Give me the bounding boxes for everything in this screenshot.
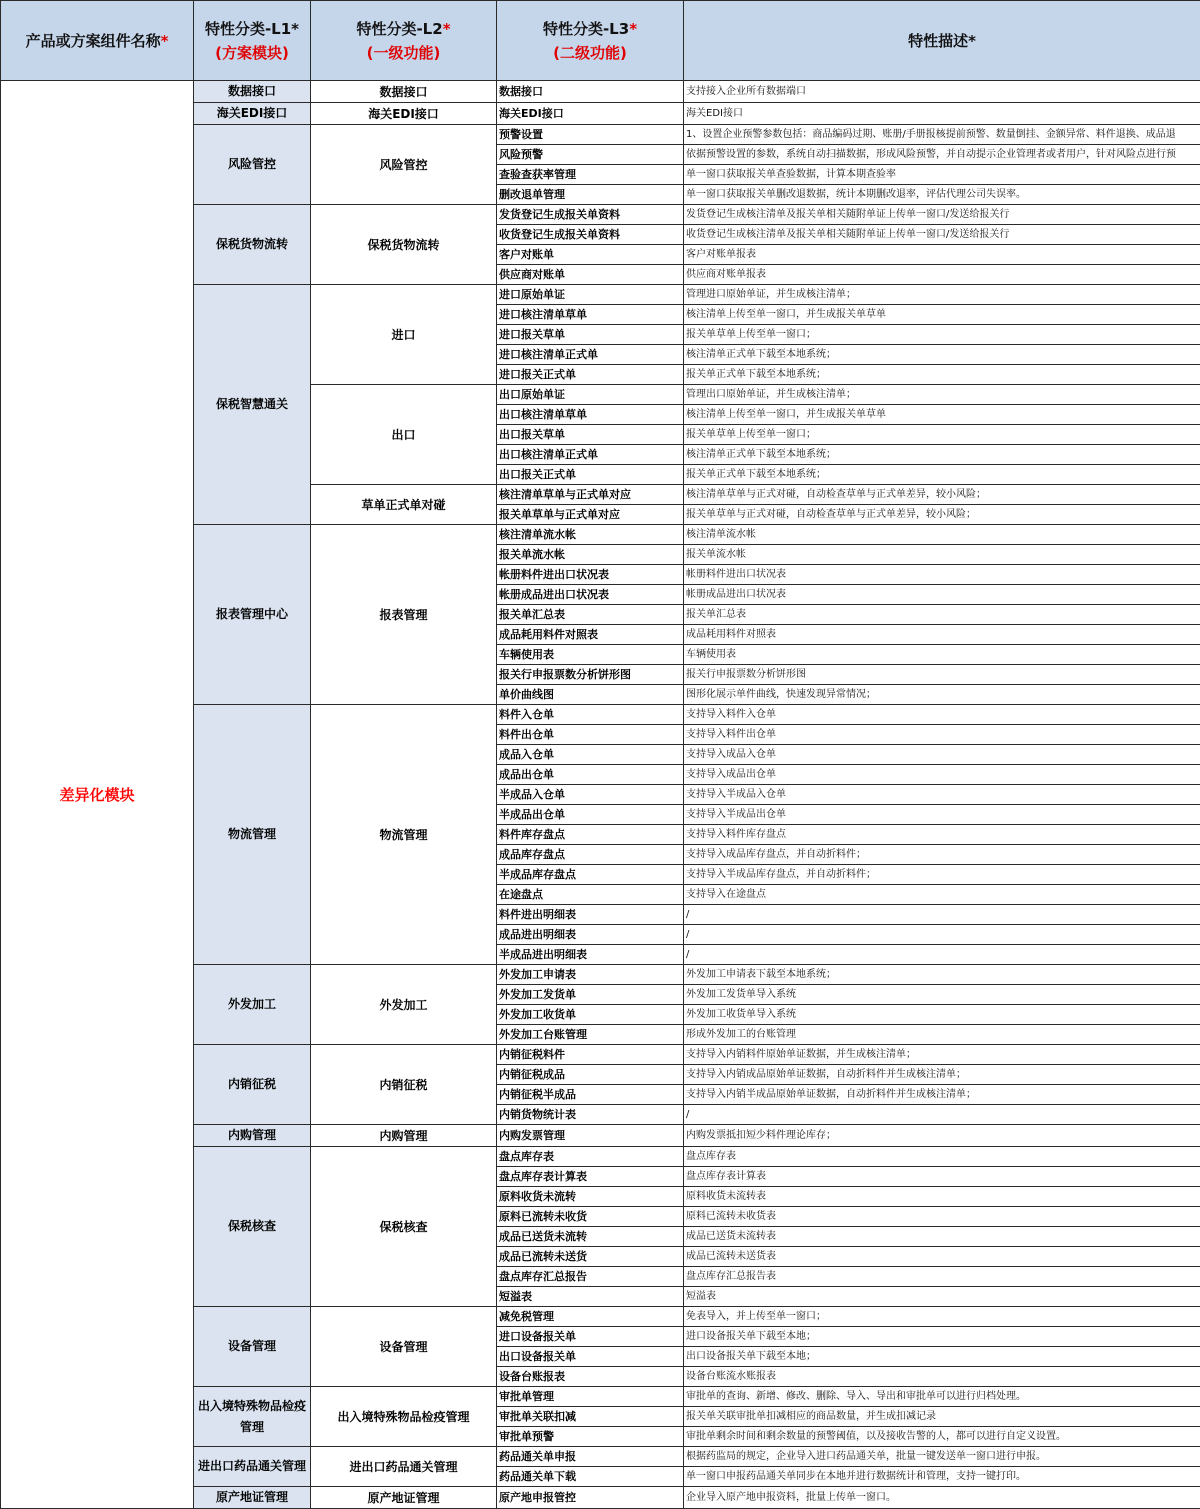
l3-cell: 收货登记生成报关单资料 (497, 225, 684, 245)
l3-cell: 审批单关联扣减 (497, 1407, 684, 1427)
l3-cell: 原料收货未流转 (497, 1187, 684, 1207)
l3-cell: 进口报关草单 (497, 325, 684, 345)
l3-cell: 核注清单草单与正式单对应 (497, 485, 684, 505)
description-cell: 形成外发加工的台账管理 (684, 1025, 1200, 1045)
description-cell: 核注清单流水帐 (684, 525, 1200, 545)
description-cell: 帐册料件进出口状况表 (684, 565, 1200, 585)
description-cell: 短溢表 (684, 1287, 1200, 1307)
header-product: 产品或方案组件名称* (1, 1, 194, 81)
header-description: 特性描述* (684, 1, 1200, 81)
table-row (1, 81, 1200, 103)
l1-cell: 外发加工 (194, 965, 311, 1045)
description-cell: 支持导入料件出仓单 (684, 725, 1200, 745)
l3-cell: 盘点库存表 (497, 1147, 684, 1167)
l1-cell: 内购管理 (194, 1125, 311, 1147)
l3-cell: 外发加工收货单 (497, 1005, 684, 1025)
l3-cell: 内销征税料件 (497, 1045, 684, 1065)
description-cell: 图形化展示单件曲线，快速发现异常情况； (684, 685, 1200, 705)
description-cell: 发货登记生成核注清单及报关单相关随附单证上传单一窗口/发送给报关行 (684, 205, 1200, 225)
description-cell: 依据预警设置的参数，系统自动扫描数据，形成风险预警，并自动提示企业管理者或者用户，针对风险点进行预 (684, 145, 1200, 165)
description-cell: 支持导入内销料件原始单证数据，并生成核注清单； (684, 1045, 1200, 1065)
header-l1: 特性分类-L1* (方案模块) (194, 1, 311, 81)
l3-cell: 风险预警 (497, 145, 684, 165)
l3-cell: 料件进出明细表 (497, 905, 684, 925)
description-cell: 企业导入原产地申报资料，批量上传单一窗口。 (684, 1487, 1200, 1509)
l3-cell: 出口报关草单 (497, 425, 684, 445)
l1-cell: 数据接口 (194, 81, 311, 103)
description-cell: 支持导入成品出仓单 (684, 765, 1200, 785)
l3-cell: 半成品库存盘点 (497, 865, 684, 885)
description-cell: 客户对账单报表 (684, 245, 1200, 265)
l2-cell: 物流管理 (311, 705, 497, 965)
l3-cell: 药品通关单下载 (497, 1467, 684, 1487)
l2-cell: 保税货物流转 (311, 205, 497, 285)
l3-cell: 单价曲线图 (497, 685, 684, 705)
l3-cell: 客户对账单 (497, 245, 684, 265)
description-cell: 报关单草单与正式对碰，自动检查草单与正式单差异，较小风险； (684, 505, 1200, 525)
description-cell: 外发加工收货单导入系统 (684, 1005, 1200, 1025)
l1-cell: 内销征税 (194, 1045, 311, 1125)
description-cell: 报关单草单上传至单一窗口； (684, 425, 1200, 445)
l3-cell: 出口设备报关单 (497, 1347, 684, 1367)
l3-cell: 原料已流转未收货 (497, 1207, 684, 1227)
description-cell: 原料收货未流转表 (684, 1187, 1200, 1207)
l3-cell: 进口核注清单正式单 (497, 345, 684, 365)
l3-cell: 内销货物统计表 (497, 1105, 684, 1125)
description-cell: 支持导入在途盘点 (684, 885, 1200, 905)
l2-cell: 内销征税 (311, 1045, 497, 1125)
l3-cell: 内购发票管理 (497, 1125, 684, 1147)
description-cell: 供应商对账单报表 (684, 265, 1200, 285)
description-cell: 成品耗用料件对照表 (684, 625, 1200, 645)
l3-cell: 料件出仓单 (497, 725, 684, 745)
l1-cell: 海关EDI接口 (194, 103, 311, 125)
description-cell: 成品已流转未送货表 (684, 1247, 1200, 1267)
description-cell: 出口设备报关单下载至本地； (684, 1347, 1200, 1367)
description-cell: 支持导入半成品入仓单 (684, 785, 1200, 805)
description-cell: 支持导入内销半成品原始单证数据，自动折料件并生成核注清单； (684, 1085, 1200, 1105)
l3-cell: 审批单预警 (497, 1427, 684, 1447)
description-cell: 报关单草单上传至单一窗口； (684, 325, 1200, 345)
l3-cell: 料件库存盘点 (497, 825, 684, 845)
l1-cell: 风险管控 (194, 125, 311, 205)
description-cell: 根据药监局的规定，企业导入进口药品通关单，批量一键发送单一窗口进行申报。 (684, 1447, 1200, 1467)
description-cell: 报关单汇总表 (684, 605, 1200, 625)
l3-cell: 车辆使用表 (497, 645, 684, 665)
l3-cell: 进口核注清单草单 (497, 305, 684, 325)
description-cell: 盘点库存汇总报告表 (684, 1267, 1200, 1287)
l2-cell: 原产地证管理 (311, 1487, 497, 1509)
l3-cell: 审批单管理 (497, 1387, 684, 1407)
description-cell: 外发加工发货单导入系统 (684, 985, 1200, 1005)
description-cell: 审批单的查询、新增、修改、删除、导入、导出和审批单可以进行归档处理。 (684, 1387, 1200, 1407)
l3-cell: 出口报关正式单 (497, 465, 684, 485)
l1-cell: 设备管理 (194, 1307, 311, 1387)
description-cell: 1、设置企业预警参数包括：商品编码过期、账册/手册报核提前预警、数量倒挂、金额异常、料件退换、成品退 (684, 125, 1200, 145)
l1-cell: 进出口药品通关管理 (194, 1447, 311, 1487)
description-cell: 核注清单上传至单一窗口，并生成报关单草单 (684, 405, 1200, 425)
l3-cell: 盘点库存汇总报告 (497, 1267, 684, 1287)
description-cell: 核注清单上传至单一窗口，并生成报关单草单 (684, 305, 1200, 325)
l2-cell: 数据接口 (311, 81, 497, 103)
l2-cell: 出入境特殊物品检疫管理 (311, 1387, 497, 1447)
l3-cell: 内销征税成品 (497, 1065, 684, 1085)
l3-cell: 减免税管理 (497, 1307, 684, 1327)
l1-cell: 出入境特殊物品检疫管理 (194, 1387, 311, 1447)
l2-cell: 内购管理 (311, 1125, 497, 1147)
description-cell: 单一窗口获取报关单查验数据，计算本期查验率 (684, 165, 1200, 185)
l2-cell: 进出口药品通关管理 (311, 1447, 497, 1487)
l3-cell: 外发加工申请表 (497, 965, 684, 985)
l1-cell: 保税核查 (194, 1147, 311, 1307)
l2-cell: 海关EDI接口 (311, 103, 497, 125)
description-cell: 核注清单正式单下载至本地系统； (684, 345, 1200, 365)
l3-cell: 设备台账报表 (497, 1367, 684, 1387)
l1-cell: 保税货物流转 (194, 205, 311, 285)
description-cell: 审批单剩余时间和剩余数量的预警阈值，以及接收告警的人，都可以进行自定义设置。 (684, 1427, 1200, 1447)
description-cell: 报关行申报票数分析饼形图 (684, 665, 1200, 685)
l3-cell: 外发加工发货单 (497, 985, 684, 1005)
l3-cell: 成品耗用料件对照表 (497, 625, 684, 645)
description-cell: 内购发票抵扣短少料件理论库存； (684, 1125, 1200, 1147)
description-cell: 支持接入企业所有数据端口 (684, 81, 1200, 103)
l2-cell: 设备管理 (311, 1307, 497, 1387)
l3-cell: 出口核注清单正式单 (497, 445, 684, 465)
l1-cell: 原产地证管理 (194, 1487, 311, 1509)
l3-cell: 进口设备报关单 (497, 1327, 684, 1347)
description-cell: 管理出口原始单证，并生成核注清单； (684, 385, 1200, 405)
l3-cell: 报关单汇总表 (497, 605, 684, 625)
l3-cell: 内销征税半成品 (497, 1085, 684, 1105)
l2-cell: 进口 (311, 285, 497, 385)
l3-cell: 成品库存盘点 (497, 845, 684, 865)
product-name-cell: 差异化模块 (1, 81, 194, 1509)
l3-cell: 数据接口 (497, 81, 684, 103)
description-cell: 报关单正式单下载至本地系统； (684, 365, 1200, 385)
l3-cell: 发货登记生成报关单资料 (497, 205, 684, 225)
description-cell: 报关单关联审批单扣减相应的商品数量，并生成扣减记录 (684, 1407, 1200, 1427)
description-cell: 报关单正式单下载至本地系统； (684, 465, 1200, 485)
l2-cell: 保税核查 (311, 1147, 497, 1307)
description-cell: 海关EDI接口 (684, 103, 1200, 125)
description-cell: 支持导入半成品库存盘点，并自动折料件； (684, 865, 1200, 885)
l3-cell: 成品入仓单 (497, 745, 684, 765)
l3-cell: 帐册成品进出口状况表 (497, 585, 684, 605)
description-cell: 成品已送货未流转表 (684, 1227, 1200, 1247)
description-cell: 支持导入料件入仓单 (684, 705, 1200, 725)
l3-cell: 报关单草单与正式单对应 (497, 505, 684, 525)
l3-cell: 查验查获率管理 (497, 165, 684, 185)
l3-cell: 外发加工台账管理 (497, 1025, 684, 1045)
l3-cell: 进口原始单证 (497, 285, 684, 305)
description-cell: / (684, 905, 1200, 925)
header-l2: 特性分类-L2* (一级功能) (311, 1, 497, 81)
header-l3: 特性分类-L3* (二级功能) (497, 1, 684, 81)
l2-cell: 草单正式单对碰 (311, 485, 497, 525)
l2-cell: 出口 (311, 385, 497, 485)
l1-cell: 保税智慧通关 (194, 285, 311, 525)
header-row (1, 1, 1200, 81)
description-cell: 核注清单正式单下载至本地系统； (684, 445, 1200, 465)
l3-cell: 海关EDI接口 (497, 103, 684, 125)
description-cell: 盘点库存表 (684, 1147, 1200, 1167)
description-cell: 原料已流转未收货表 (684, 1207, 1200, 1227)
l3-cell: 成品已流转未送货 (497, 1247, 684, 1267)
l3-cell: 进口报关正式单 (497, 365, 684, 385)
description-cell: 报关单流水帐 (684, 545, 1200, 565)
description-cell: 管理进口原始单证，并生成核注清单； (684, 285, 1200, 305)
l3-cell: 原产地申报管控 (497, 1487, 684, 1509)
l2-cell: 外发加工 (311, 965, 497, 1045)
description-cell: 收货登记生成核注清单及报关单相关随附单证上传单一窗口/发送给报关行 (684, 225, 1200, 245)
l3-cell: 预警设置 (497, 125, 684, 145)
l3-cell: 出口原始单证 (497, 385, 684, 405)
l3-cell: 报关单流水帐 (497, 545, 684, 565)
l3-cell: 半成品出仓单 (497, 805, 684, 825)
l2-cell: 风险管控 (311, 125, 497, 205)
l2-cell: 报表管理 (311, 525, 497, 705)
l3-cell: 出口核注清单草单 (497, 405, 684, 425)
l3-cell: 料件入仓单 (497, 705, 684, 725)
description-cell: 设备台账流水账报表 (684, 1367, 1200, 1387)
l3-cell: 半成品入仓单 (497, 785, 684, 805)
l3-cell: 成品出仓单 (497, 765, 684, 785)
l3-cell: 半成品进出明细表 (497, 945, 684, 965)
description-cell: 核注清单草单与正式对碰，自动检查草单与正式单差异，较小风险； (684, 485, 1200, 505)
description-cell: 支持导入成品库存盘点，并自动折料件； (684, 845, 1200, 865)
description-cell: / (684, 925, 1200, 945)
description-cell: 单一窗口获取报关单删改退数据，统计本期删改退率，评估代理公司失误率。 (684, 185, 1200, 205)
description-cell: 免表导入，并上传至单一窗口； (684, 1307, 1200, 1327)
l3-cell: 报关行申报票数分析饼形图 (497, 665, 684, 685)
l3-cell: 成品已送货未流转 (497, 1227, 684, 1247)
l3-cell: 短溢表 (497, 1287, 684, 1307)
l3-cell: 帐册料件进出口状况表 (497, 565, 684, 585)
description-cell: 车辆使用表 (684, 645, 1200, 665)
l1-cell: 物流管理 (194, 705, 311, 965)
description-cell: / (684, 945, 1200, 965)
description-cell: 外发加工申请表下载至本地系统； (684, 965, 1200, 985)
description-cell: 支持导入内销成品原始单证数据，自动折料件并生成核注清单； (684, 1065, 1200, 1085)
description-cell: 单一窗口申报药品通关单同步在本地并进行数据统计和管理，支持一键打印。 (684, 1467, 1200, 1487)
description-cell: 帐册成品进出口状况表 (684, 585, 1200, 605)
description-cell: / (684, 1105, 1200, 1125)
description-cell: 支持导入半成品出仓单 (684, 805, 1200, 825)
l3-cell: 在途盘点 (497, 885, 684, 905)
l3-cell: 药品通关单申报 (497, 1447, 684, 1467)
description-cell: 支持导入成品入仓单 (684, 745, 1200, 765)
description-cell: 盘点库存表计算表 (684, 1167, 1200, 1187)
l3-cell: 核注清单流水帐 (497, 525, 684, 545)
l3-cell: 盘点库存表计算表 (497, 1167, 684, 1187)
l3-cell: 供应商对账单 (497, 265, 684, 285)
l3-cell: 删改退单管理 (497, 185, 684, 205)
l1-cell: 报表管理中心 (194, 525, 311, 705)
description-cell: 支持导入料件库存盘点 (684, 825, 1200, 845)
description-cell: 进口设备报关单下载至本地； (684, 1327, 1200, 1347)
l3-cell: 成品进出明细表 (497, 925, 684, 945)
